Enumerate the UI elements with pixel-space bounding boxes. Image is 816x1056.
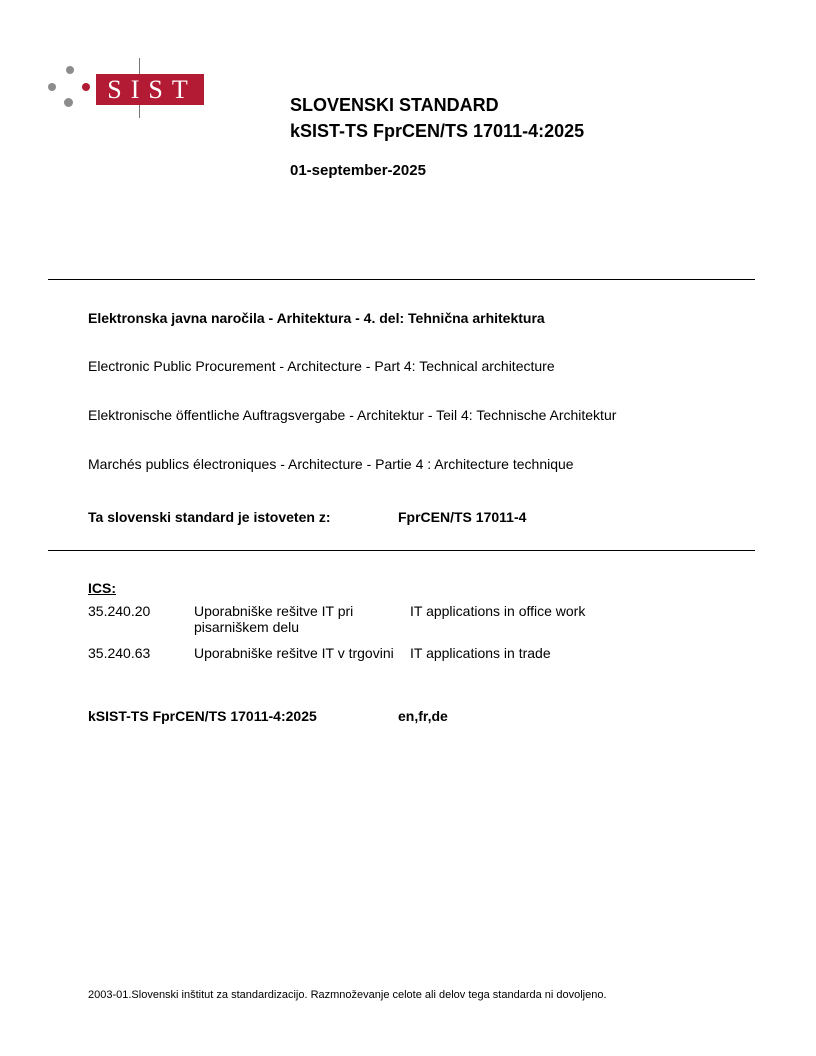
sist-logo: SIST <box>96 74 204 105</box>
title-french: Marchés publics électroniques - Architecture - Partie 4 : Architecture technique <box>88 456 574 472</box>
designation-languages: en,fr,de <box>398 708 448 724</box>
title-slovenian: Elektronska javna naročila - Arhitektura - 4. del: Tehnična arhitektura <box>88 310 545 326</box>
copyright-footer: 2003-01.Slovenski inštitut za standardizacijo. Razmnoževanje celote ali delov tega standarda ni dovoljeno. <box>88 989 607 1001</box>
designation-code: kSIST-TS FprCEN/TS 17011-4:2025 <box>88 708 317 724</box>
title-german: Elektronische öffentliche Auftragsvergabe - Architektur - Teil 4: Technische Architektur <box>88 407 617 423</box>
standard-type-title: SLOVENSKI STANDARD <box>290 95 499 115</box>
ics-description-en: IT applications in office work <box>410 603 586 619</box>
ics-description-en: IT applications in trade <box>410 645 551 661</box>
ics-heading: ICS: <box>88 580 116 596</box>
ics-description-sl: Uporabniške rešitve IT v trgovini <box>194 645 394 661</box>
standard-code-title: kSIST-TS FprCEN/TS 17011-4:2025 <box>290 121 585 141</box>
title-english: Electronic Public Procurement - Architecture - Part 4: Technical architecture <box>88 358 555 374</box>
ics-code: 35.240.63 <box>88 645 151 661</box>
identical-label: Ta slovenski standard je istoveten z: <box>88 509 331 525</box>
logo-dots-icon <box>46 66 90 110</box>
ics-code: 35.240.20 <box>88 603 151 619</box>
publication-date: 01-september-2025 <box>290 162 426 179</box>
identical-value: FprCEN/TS 17011-4 <box>398 509 527 525</box>
ics-description-sl: Uporabniške rešitve IT pri pisarniškem delu <box>194 603 354 635</box>
bottom-divider <box>48 550 755 551</box>
top-divider <box>48 279 755 280</box>
